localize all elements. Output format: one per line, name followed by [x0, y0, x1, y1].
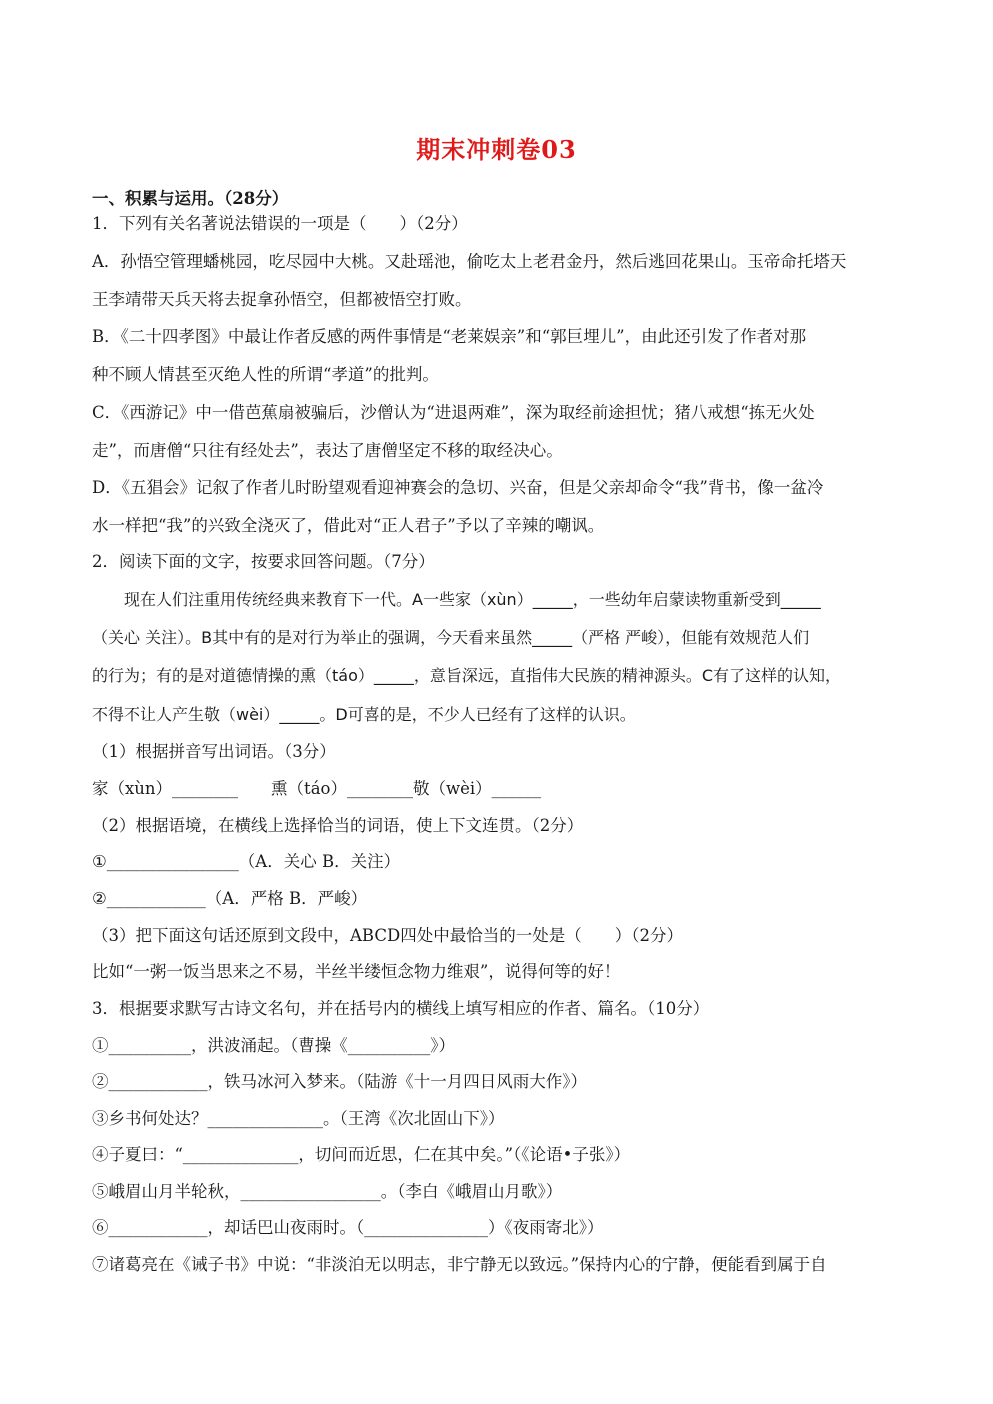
poem-blank-6: ⑥____________，却话巴山夜雨时。（_______________）《夜雨寄北》）: [92, 1218, 604, 1237]
sub-question-3: （3）把下面这句话还原到文段中，ABCD四处中最恰当的一处是（ ）（2分）: [92, 926, 683, 945]
poem-blank-3: ③乡书何处达？______________。（王湾《次北固山下》）: [92, 1109, 505, 1128]
passage-line-3: 的行为；有的是对道德情操的熏（táo）_____，意旨深远，直指伟大民族的精神源头。C有了这样的认知，: [92, 666, 842, 685]
choice-blank-1: ①________________（A．关心 B．关注）: [92, 852, 401, 871]
option-b-line-1: B．《二十四孝图》中最让作者反感的两件事情是“老莱娱亲”和“郭巨埋儿”，由此还引发了作者对那: [92, 327, 807, 346]
option-d-line-1: D．《五猖会》记叙了作者儿时盼望观看迎神赛会的急切、兴奋，但是父亲却命令“我”背书，像一盆冷: [92, 478, 824, 497]
poem-blank-1: ①__________，洪波涌起。（曹操《__________》）: [92, 1036, 455, 1055]
question-2-stem: 2．阅读下面的文字，按要求回答问题。（7分）: [92, 552, 435, 571]
option-a-line-1: A．孙悟空管理蟠桃园，吃尽园中大桃。又赴瑶池，偷吃太上老君金丹，然后逃回花果山。玉帝命托塔天: [92, 252, 847, 271]
question-3-stem: 3．根据要求默写古诗文名句，并在括号内的横线上填写相应的作者、篇名。（10分）: [92, 999, 710, 1018]
sentence-to-insert: 比如“一粥一饭当思来之不易，半丝半缕恒念物力维艰”，说得何等的好！: [92, 962, 621, 981]
question-1-stem: 1．下列有关名著说法错误的一项是（ ）（2分）: [92, 214, 468, 233]
poem-blank-2: ②____________，铁马冰河入梦来。（陆游《十一月四日风雨大作》）: [92, 1072, 587, 1091]
pinyin-answer-line: 家（xùn）________ 熏（táo）________敬（wèi）______: [92, 779, 542, 798]
sub-question-2: （2）根据语境，在横线上选择恰当的词语，使上下文连贯。（2分）: [92, 816, 584, 835]
option-a-line-2: 王李靖带天兵天将去捉拿孙悟空，但都被悟空打败。: [92, 290, 472, 309]
page-title: 期末冲刺卷03: [416, 135, 577, 164]
section-heading: 一、积累与运用。（28分）: [92, 189, 289, 208]
option-c-line-1: C．《西游记》中一借芭蕉扇被骗后，沙僧认为“进退两难”，深为取经前途担忧；猪八戒想“拣无火处: [92, 403, 815, 422]
option-d-line-2: 水一样把“我”的兴致全浇灭了，借此对“正人君子”予以了辛辣的嘲讽。: [92, 516, 605, 535]
sub-question-1: （1）根据拼音写出词语。（3分）: [92, 742, 336, 761]
option-b-line-2: 种不顾人情甚至灭绝人性的所谓“孝道”的批判。: [92, 365, 439, 384]
choice-blank-2: ②____________（A．严格 B．严峻）: [92, 889, 368, 908]
poem-blank-7: ⑦诸葛亮在《诫子书》中说：“非淡泊无以明志，非宁静无以致远。”保持内心的宁静，便能看到属于自: [92, 1255, 827, 1274]
passage-line-2: （关心 关注）。B其中有的是对行为举止的强调，今天看来虽然_____（严格 严峻），但能有效规范人们: [92, 628, 810, 647]
passage-line-1: 现在人们注重用传统经典来教育下一代。A一些家（xùn）_____，一些幼年启蒙读物重新受到_____: [92, 590, 821, 609]
option-c-line-2: 走”，而唐僧“只往有经处去”，表达了唐僧坚定不移的取经决心。: [92, 441, 563, 460]
poem-blank-5: ⑤峨眉山月半轮秋，_________________。（李白《峨眉山月歌》）: [92, 1182, 563, 1201]
poem-blank-4: ④子夏曰：“______________，切问而近思，仁在其中矣。”（《论语•子张》）: [92, 1145, 631, 1164]
passage-line-4: 不得不让人产生敬（wèi）_____。D可喜的是，不少人已经有了这样的认识。: [92, 705, 636, 724]
